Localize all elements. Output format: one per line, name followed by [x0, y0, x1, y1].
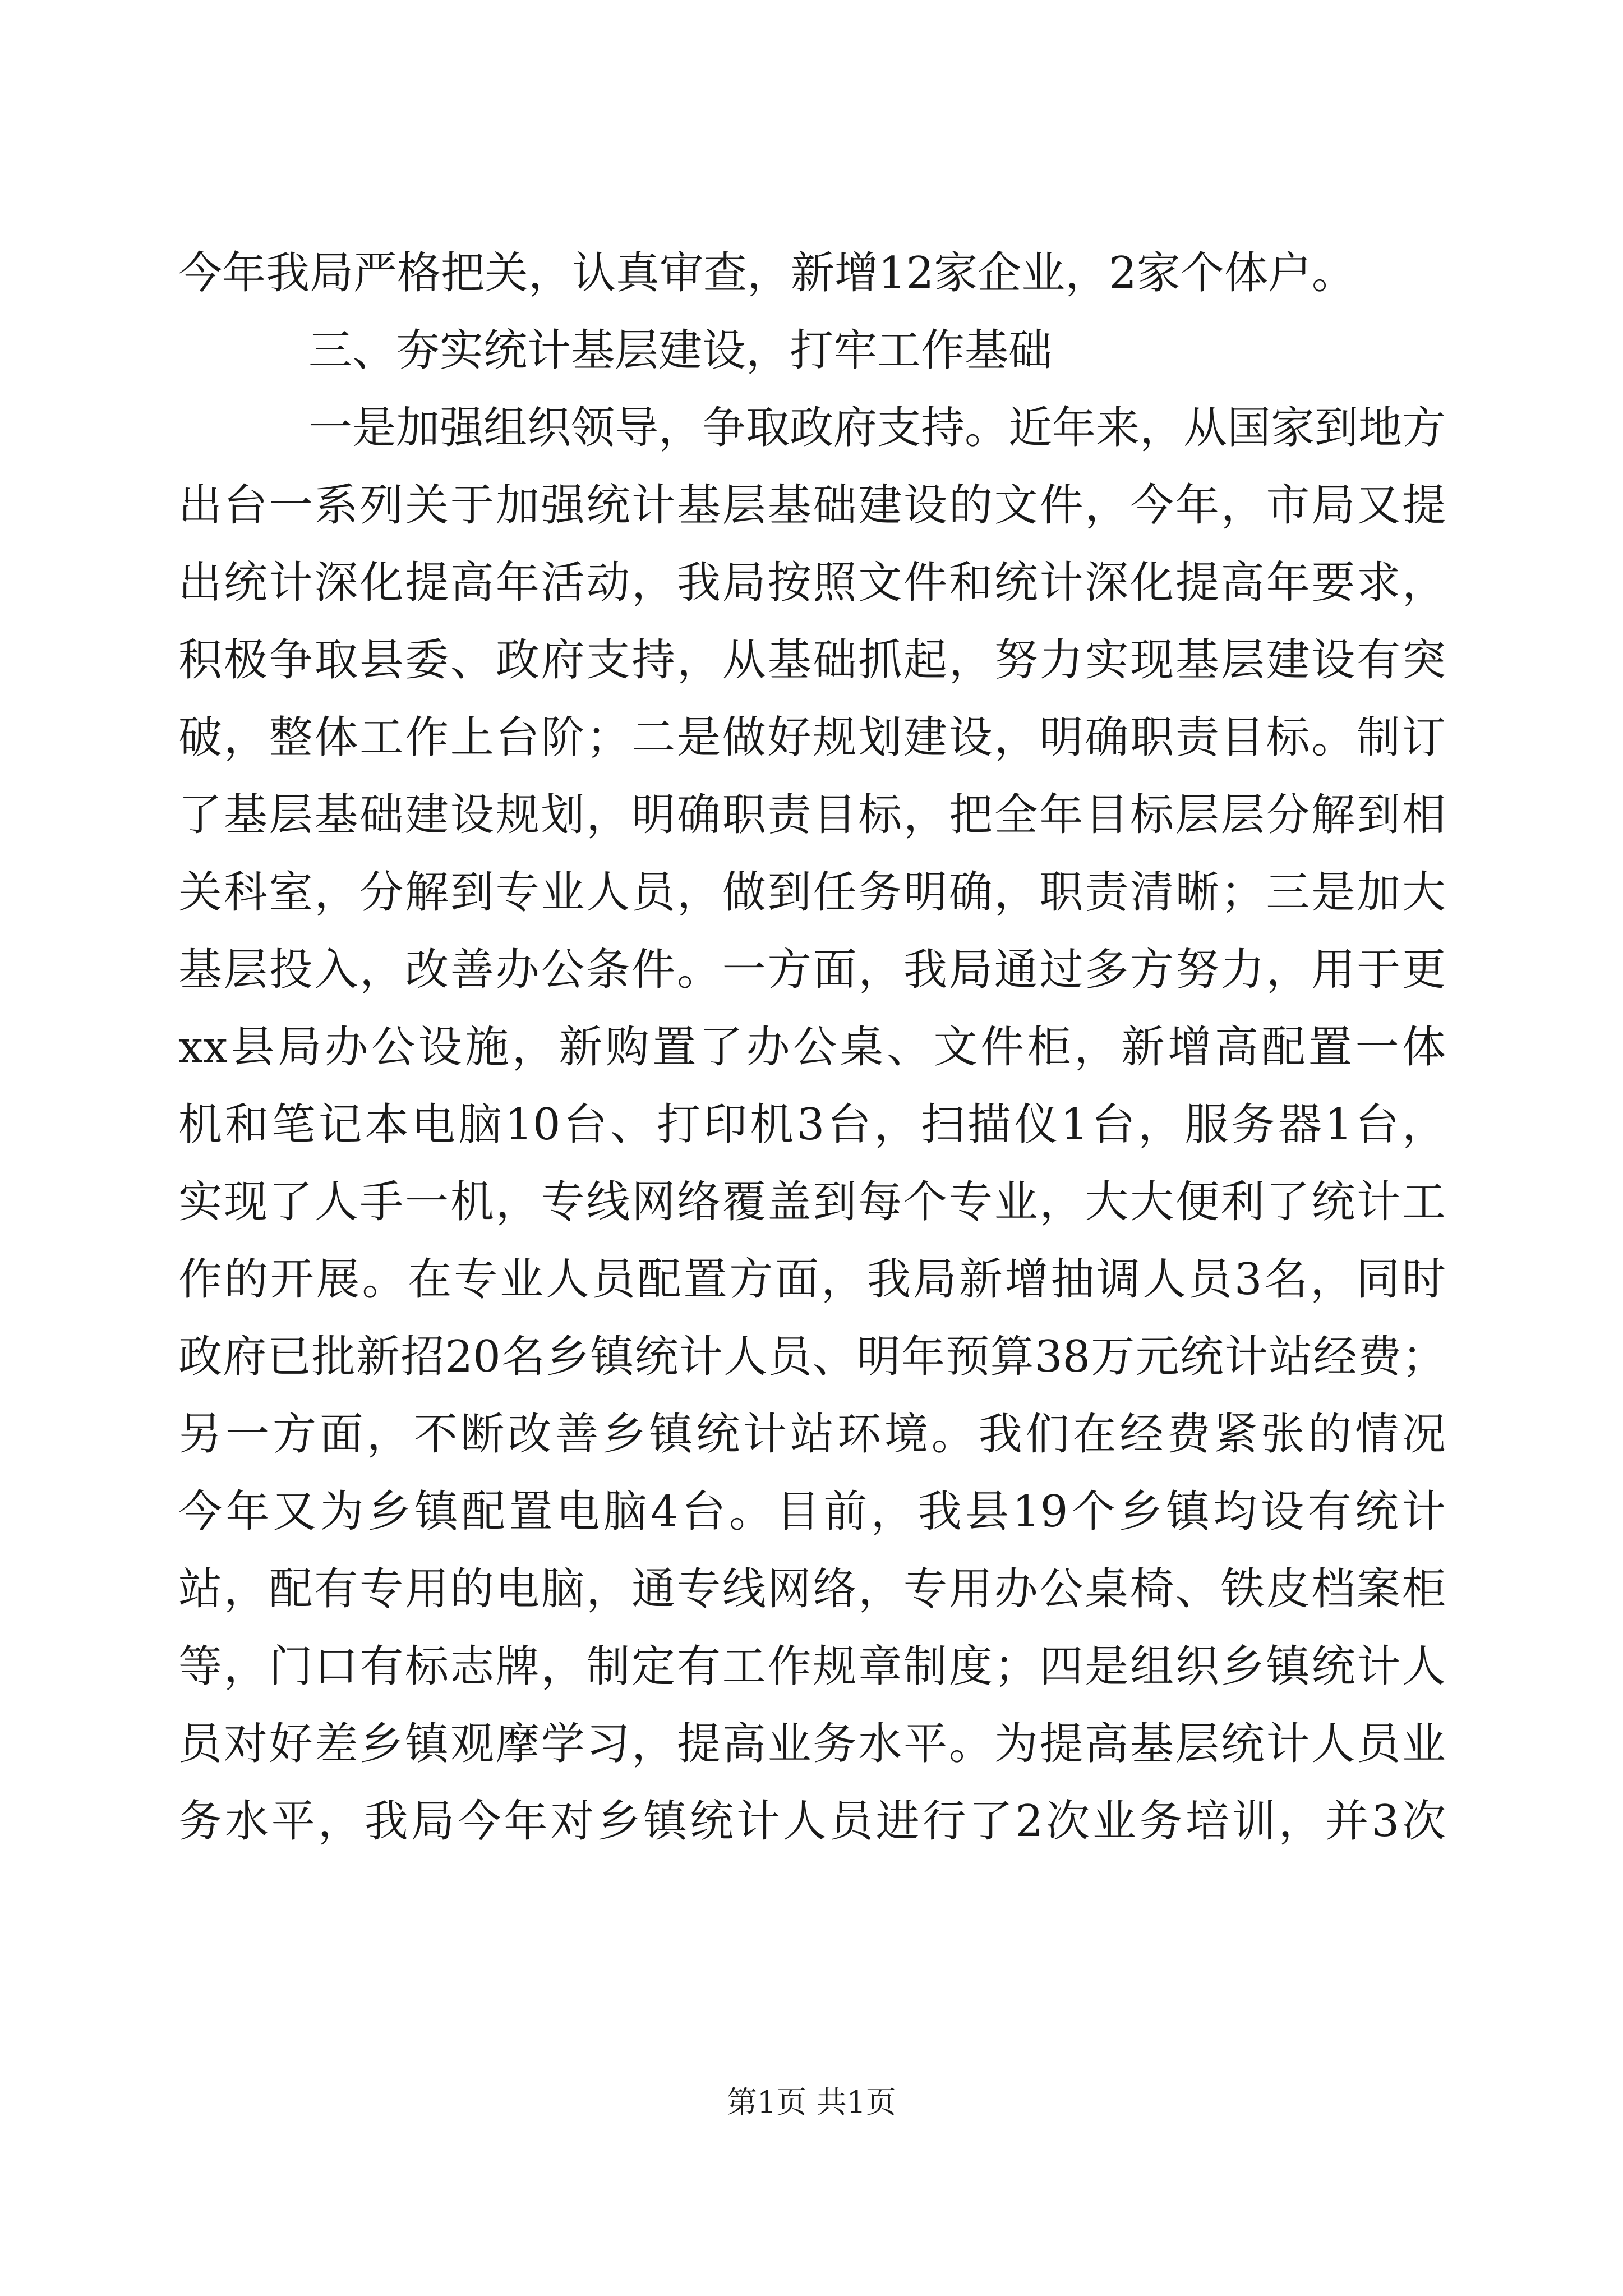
- text-line: 基层投入，改善办公条件。一方面，我局通过多方努力，用于更: [178, 945, 1446, 995]
- text-line: 出统计深化提高年活动，我局按照文件和统计深化提高年要求，: [178, 558, 1446, 608]
- document-body: [178, 234, 1446, 1860]
- text-line-paragraph-end: 今年我局严格把关，认真审查，新增12家企业，2家个体户。: [178, 248, 1355, 298]
- text-line: 破，整体工作上台阶；二是做好规划建设，明确职责目标。制订: [178, 712, 1446, 763]
- text-line: 积极争取县委、政府支持，从基础抓起，努力实现基层建设有突: [178, 635, 1446, 685]
- text-line: 站，配有专用的电脑，通专线网络，专用办公桌椅、铁皮档案柜: [178, 1564, 1446, 1614]
- text-line: 作的开展。在专业人员配置方面，我局新增抽调人员3名，同时: [178, 1254, 1446, 1305]
- text-line: 员对好差乡镇观摩学习，提高业务水平。为提高基层统计人员业: [178, 1719, 1446, 1769]
- text-line: 今年又为乡镇配置电脑4台。目前，我县19个乡镇均设有统计: [178, 1487, 1446, 1537]
- text-line: 实现了人手一机，专线网络覆盖到每个专业，大大便利了统计工: [178, 1177, 1446, 1227]
- text-line: 等，门口有标志牌，制定有工作规章制度；四是组织乡镇统计人: [178, 1641, 1446, 1692]
- text-line: 另一方面，不断改善乡镇统计站环境。我们在经费紧张的情况: [178, 1409, 1446, 1460]
- section-heading: 三、夯实统计基层建设，打牢工作基础: [308, 325, 1053, 376]
- page-footer: [0, 2083, 1623, 2122]
- text-line: xx县局办公设施，新购置了办公桌、文件柜，新增高配置一体: [178, 1022, 1446, 1073]
- page-number-label: 第1页 共1页: [727, 2085, 896, 2120]
- text-line-paragraph-start: 一是加强组织领导，争取政府支持。近年来，从国家到地方: [308, 403, 1446, 453]
- text-line: 出台一系列关于加强统计基层基础建设的文件，今年，市局又提: [178, 480, 1446, 531]
- text-line: 务水平，我局今年对乡镇统计人员进行了2次业务培训，并3次: [178, 1796, 1446, 1847]
- text-line: 了基层基础建设规划，明确职责目标，把全年目标层层分解到相: [178, 790, 1446, 840]
- text-line: 机和笔记本电脑10台、打印机3台，扫描仪1台，服务器1台，: [178, 1099, 1446, 1150]
- text-line: 关科室，分解到专业人员，做到任务明确，职责清晰；三是加大: [178, 867, 1446, 918]
- text-line: 政府已批新招20名乡镇统计人员、明年预算38万元统计站经费；: [178, 1332, 1446, 1382]
